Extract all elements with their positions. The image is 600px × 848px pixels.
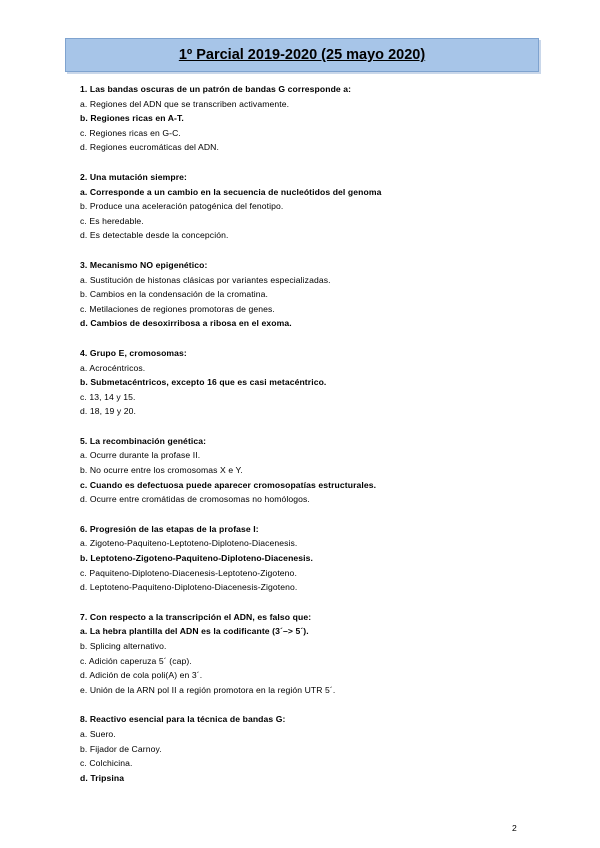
answer-option: a. Suero.: [80, 728, 116, 739]
answer-option: b. Produce una aceleración patogénica del fenotipo.: [80, 201, 284, 212]
exam-title-box: [65, 38, 539, 72]
answer-option-correct: a. La hebra plantilla del ADN es la codificante (3´–> 5´).: [80, 626, 309, 637]
question-list: [80, 82, 540, 800]
answer-option-correct: b. Leptoteno-Zigoteno-Paquiteno-Diploteno-Diacenesis.: [80, 553, 314, 564]
answer-option-correct: b. Submetacéntricos, excepto 16 que es casi metacéntrico.: [80, 377, 327, 388]
answer-option: e. Unión de la ARN pol II a región promotora en la región UTR 5´.: [80, 684, 336, 695]
answer-option: a. Acrocéntricos.: [80, 362, 146, 373]
answer-option: b. Fijador de Carnoy.: [80, 743, 162, 754]
exam-title: 1º Parcial 2019-2020 (25 mayo 2020): [178, 47, 426, 63]
question-title: 8. Reactivo esencial para la técnica de bandas G:: [80, 714, 286, 725]
answer-option: d. Adición de cola poli(A) en 3´.: [80, 670, 203, 681]
answer-option: c. Paquiteno-Diploteno-Diacenesis-Leptoteno-Zigoteno.: [80, 567, 297, 578]
answer-option: b. Cambios en la condensación de la cromatina.: [80, 289, 269, 300]
question-title: 1. Las bandas oscuras de un patrón de bandas G corresponde a:: [80, 84, 352, 94]
answer-option: b. No ocurre entre los cromosomas X e Y.: [80, 465, 243, 476]
answer-option: c. 13, 14 y 15.: [80, 391, 136, 402]
question-title: 6. Progresión de las etapas de la profase I:: [80, 523, 259, 534]
answer-option: a. Regiones del ADN que se transcriben activamente.: [80, 98, 290, 109]
answer-option: a. Ocurre durante la profase II.: [80, 450, 201, 461]
page-number: 2: [512, 823, 517, 833]
question-title: 4. Grupo E, cromosomas:: [80, 347, 187, 358]
question-block: [80, 346, 540, 419]
answer-option-correct: d. Cambios de desoxirribosa a ribosa en el exoma.: [80, 318, 292, 329]
answer-option: c. Colchicina.: [80, 758, 133, 769]
question-block: [80, 522, 540, 595]
question-title: 3. Mecanismo NO epigenético:: [80, 259, 208, 270]
answer-option-correct: b. Regiones ricas en A-T.: [80, 113, 184, 124]
answer-option: d. Leptoteno-Paquiteno-Diploteno-Diacenesis-Zigoteno.: [80, 582, 298, 593]
question-block: [80, 712, 540, 785]
question-block: [80, 610, 540, 698]
answer-option: c. Es heredable.: [80, 215, 144, 226]
answer-option: d. Regiones eucromáticas del ADN.: [80, 142, 219, 153]
question-title: 2. Una mutación siempre:: [80, 171, 187, 182]
question-block: [80, 258, 540, 331]
question-block: [80, 170, 540, 243]
answer-option: c. Metilaciones de regiones promotoras de genes.: [80, 303, 275, 314]
answer-option-correct: d. Tripsina: [80, 772, 125, 783]
answer-option-correct: a. Corresponde a un cambio en la secuencia de nucleótidos del genoma: [80, 186, 382, 197]
answer-option: c. Adición caperuza 5´ (cap).: [80, 655, 192, 666]
answer-option: a. Sustitución de histonas clásicas por variantes especializadas.: [80, 274, 331, 285]
question-block: [80, 82, 540, 155]
question-block: [80, 434, 540, 507]
answer-option: b. Splicing alternativo.: [80, 641, 167, 651]
answer-option: d. 18, 19 y 20.: [80, 406, 136, 417]
answer-option: d. Ocurre entre cromátidas de cromosomas no homólogos.: [80, 494, 310, 505]
answer-option: d. Es detectable desde la concepción.: [80, 230, 229, 241]
answer-option: a. Zigoteno-Paquiteno-Leptoteno-Diploteno-Diacenesis.: [80, 538, 298, 549]
answer-option: c. Regiones ricas en G-C.: [80, 127, 181, 138]
question-title: 7. Con respecto a la transcripción el ADN, es falso que:: [80, 611, 312, 622]
answer-option-correct: c. Cuando es defectuosa puede aparecer cromosopatías estructurales.: [80, 479, 377, 490]
question-title: 5. La recombinación genética:: [80, 435, 207, 446]
